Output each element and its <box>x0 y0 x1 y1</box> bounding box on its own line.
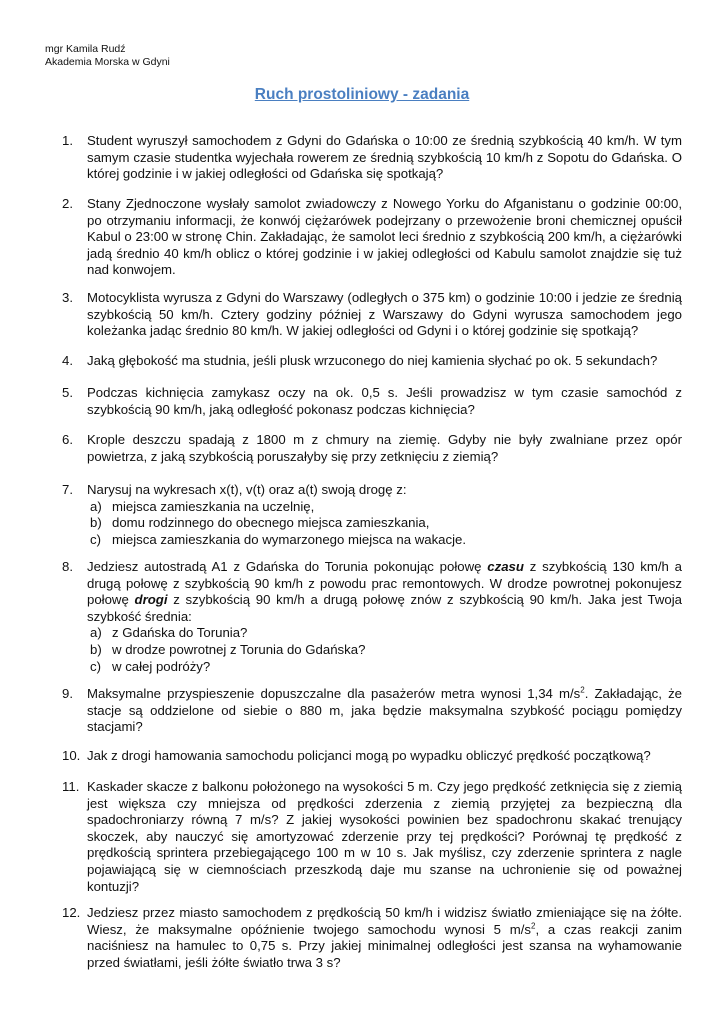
task-7 <box>62 482 682 548</box>
task-number: 10. <box>62 748 81 763</box>
institution-name: Akademia Morska w Gdyni <box>45 56 170 68</box>
task-2 <box>62 196 682 279</box>
task-8 <box>62 559 682 675</box>
task-text: Krople deszczu spadają z 1800 m z chmury na ziemię. Gdyby nie były zwalniane przez opór powietrza, z jaką szybkością poruszałyby się przy zetknięciu z ziemią? <box>87 432 682 464</box>
task-text: Stany Zjednoczone wysłały samolot zwiadowczy z Nowego Yorku do Afganistanu o godzinie 00:00, po otrzymaniu informacji, że konwój ciężarówek podejrzany o przewożenie broni chemicznej opuścił Kabul o 23:00 w stronę Chin. Zakładając, że samolot leci średnio z szybkością 200 km/h, a ciężarówki jadą średnio 40 km/h oblicz o której godzinie i w jakiej odległości od Kabulu samolot znajdzie się tuż nad konwojem. <box>87 196 682 278</box>
task-text: Podczas kichnięcia zamykasz oczy na ok. 0,5 s. Jeśli prowadzisz w tym czasie samochód z szybkością 90 km/h, jaką odległość pokonasz podczas kichnięcia? <box>87 385 682 417</box>
task-number: 4. <box>62 353 73 368</box>
task-number: 11. <box>62 779 80 794</box>
task-text: Student wyruszył samochodem z Gdyni do Gdańska o 10:00 ze średnią szybkością 40 km/h. W tym samym czasie studentka wyjechała rowerem ze średnią szybkością 10 km/h z Sopotu do Gdańska. O której godzinie i w jakiej odległości od Gdańska się spotkają? <box>87 133 682 182</box>
task-number: 8. <box>62 559 73 574</box>
subitem: a) miejsca zamieszkania na uczelnię, <box>90 498 315 514</box>
task-9 <box>62 686 682 736</box>
task-5 <box>62 385 682 418</box>
subitem: c) w całej podróży? <box>90 658 211 674</box>
task-12 <box>62 905 682 971</box>
task-text: Kaskader skacze z balkonu położonego na wysokości 5 m. Czy jego prędkość zetknięcia się z ziemią jest większa czy mniejsza od prędkości zderzenia z ziemią przyjętej za bezpieczną dla spadochroniarzy równą 7 m/s? Z jakiej wysokości powinien bez spadochronu skakać trenujący skoczek, aby nauczyć się amortyzować zderzenie przy tej prędkości? Porównaj tę prędkość z prędkością sprintera przebiegającego 100 m w 10 s. Jak myślisz, czy zderzenie sprintera z nagle pojawiającą się w ciemnościach przeszkodą daje mu szanse na uchronienie się od poważnej kontuzji? <box>87 779 682 894</box>
task-1 <box>62 133 682 183</box>
task-text: Jedziesz autostradą A1 z Gdańska do Torunia pokonując połowę czasu z szybkością 130 km/h a drugą połowę z szybkością 90 km/h z powodu prac remontowych. W drodze powrotnej pokonujesz połowę drogi z szybkością 90 km/h a drugą połowę znów z szybkością 90 km/h. Jaka jest Twoja szybkość średnia: <box>87 559 682 624</box>
task-10 <box>62 748 682 765</box>
subitem: b) w drodze powrotnej z Torunia do Gdańska? <box>90 641 366 657</box>
task-number: 5. <box>62 385 73 400</box>
task-number: 7. <box>62 482 73 497</box>
page-title: Ruch prostoliniowy - zadania <box>254 86 470 103</box>
task-number: 1. <box>62 133 73 148</box>
task-number: 3. <box>62 290 73 305</box>
subitem: b) domu rodzinnego do obecnego miejsca zamieszkania, <box>90 515 430 531</box>
author-block <box>45 43 170 69</box>
subitem: c) miejsca zamieszkania do wymarzonego miejsca na wakacje. <box>90 531 467 547</box>
task-3 <box>62 290 682 340</box>
task-number: 6. <box>62 432 73 447</box>
task-number: 9. <box>62 686 73 701</box>
task-text: Jak z drogi hamowania samochodu policjanci mogą po wypadku obliczyć prędkość początkową? <box>87 748 651 763</box>
task-text: Jaką głębokość ma studnia, jeśli plusk wrzuconego do niej kamienia słychać po ok. 5 sekundach? <box>87 353 658 368</box>
task-text: Jedziesz przez miasto samochodem z prędkością 50 km/h i widzisz światło zmieniające się na żółte. Wiesz, że maksymalne opóźnienie twojego samochodu wynosi 5 $m/s^2$, a czas reakcji zanim naciśniesz na hamulec to 0,75 s. Przy jakiej minimalnej odległości jest szansa na wyhamowanie przed światłami, jeśli żółte światło trwa 3 s? <box>87 905 682 970</box>
task-number: 12. <box>62 905 81 920</box>
task-number: 2. <box>62 196 73 211</box>
author-name: mgr Kamila Rudź <box>45 43 126 55</box>
task-text: Maksymalne przyspieszenie dopuszczalne dla pasażerów metra wynosi 1,34 $m/s^2$. Zakładając, że stacje są oddzielone od siebie o 880 m, jaka będzie maksymalna szybkość pociągu pomiędzy stacjami? <box>87 685 682 735</box>
task-4 <box>62 353 682 370</box>
task-text: Narysuj na wykresach x(t), v(t) oraz a(t) swoją drogę z: <box>87 482 407 497</box>
task-text: Motocyklista wyrusza z Gdyni do Warszawy (odległych o 375 km) o godzinie 10:00 i jedzie ze średnią szybkością 50 km/h. Cztery godziny później z Warszawy do Gdyni wyrusza samochodem jego koleżanka jadąc średnio 80 km/h. W jakiej odległości od Gdyni i o której godzinie się spotkają? <box>87 290 682 339</box>
task-6 <box>62 432 682 465</box>
subitem: a) z Gdańska do Torunia? <box>90 625 248 641</box>
task-11 <box>62 779 682 895</box>
